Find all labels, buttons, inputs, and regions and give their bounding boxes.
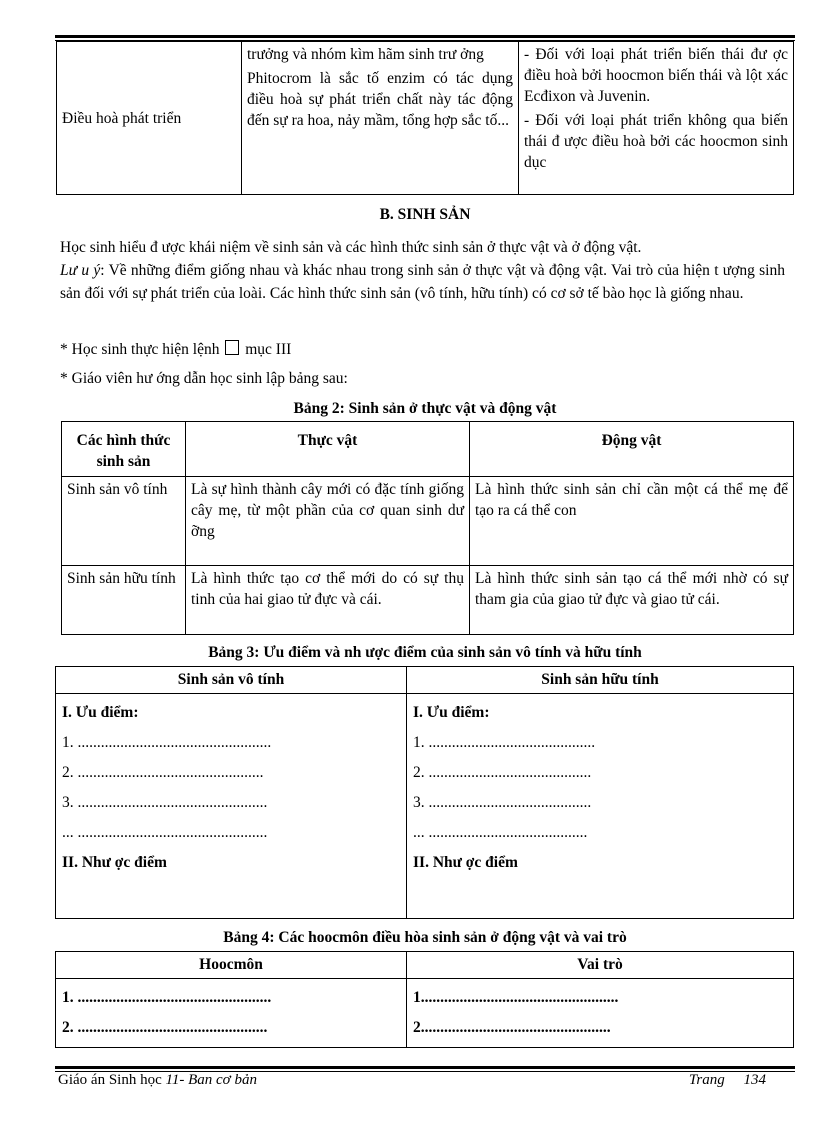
- plant-line: trưởng và nhóm kìm hãm sinh trư ởng: [247, 46, 484, 63]
- role-cell: [407, 979, 794, 1048]
- note-paragraph: [60, 259, 785, 305]
- table2: [61, 421, 794, 635]
- list-item: 3. ..........................................: [413, 794, 592, 811]
- list-item: 3. .................................................: [62, 794, 268, 811]
- table2-header: Động vật: [470, 422, 794, 477]
- table3-header: Sinh sản hữu tính: [407, 667, 794, 694]
- table3-caption: Bảng 3: Ưu điểm và nh ược điểm của sinh sản vô tính và hữu tính: [208, 644, 642, 661]
- list-item: ... .........................................: [413, 824, 588, 841]
- table-cell: Là hình thức sinh sản chỉ cần một cá thể mẹ để tạo ra cá thể con: [470, 477, 794, 566]
- disadvantages-label: II. Như ợc điểm: [62, 854, 167, 871]
- footer-right: Trang 134: [688, 1072, 766, 1088]
- animal-cell: [519, 42, 794, 195]
- list-item: 1...................................................: [413, 989, 619, 1006]
- list-item: 1. ..................................................: [62, 989, 272, 1006]
- development-regulation-table: [56, 41, 794, 195]
- table2-header: Các hình thức sinh sản: [62, 422, 186, 477]
- section-title: B. SINH SẢN: [379, 206, 471, 223]
- note-text: : Về những điểm giống nhau và khác nhau trong sinh sản ở thực vật và động vật. Vai trò của hiện t ượng sinh sản đối với sự phát triển của loài. Các hình thức sinh sản (vô tính, hữu tính) có cơ sở tế bào học là giống nhau.: [60, 262, 785, 302]
- command-box-icon: [225, 340, 239, 355]
- table-cell: Là hình thức sinh sản tạo cá thể mới nhờ có sự tham gia của giao tử đực và giao tử cái.: [470, 566, 794, 635]
- instruction-teacher: * Giáo viên hư ớng dẫn học sinh lập bảng sau:: [60, 370, 348, 387]
- table-cell: Sinh sản vô tính: [62, 477, 186, 566]
- instruction-student: * Học sinh thực hiện lệnh mục III: [60, 341, 292, 358]
- table-cell: Sinh sản hữu tính: [62, 566, 186, 635]
- table4: [55, 951, 794, 1048]
- table-row: [62, 477, 794, 566]
- plant-line: Phitocrom là sắc tố enzim có tác dụng điều hoà sự phát triển chất này tác động đến sự ra hoa, nảy mầm, tổng hợp sắc tố...: [247, 70, 513, 129]
- table4-caption: Bảng 4: Các hoocmôn điều hòa sinh sản ở động vật và vai trò: [223, 929, 627, 946]
- table4-header: Hoocmôn: [56, 952, 407, 979]
- list-item: 2.................................................: [413, 1019, 611, 1036]
- plant-cell: [242, 42, 519, 195]
- table3-header: Sinh sản vô tính: [56, 667, 407, 694]
- page-footer: [58, 1072, 788, 1089]
- list-item: 2. .................................................: [62, 1019, 268, 1036]
- animal-line: - Đối với loại phát triển biến thái đư ợc điều hoà bởi hoocmon biến thái và lột xác Ecđixon và Juvenin.: [524, 46, 788, 105]
- list-item: ... .................................................: [62, 824, 268, 841]
- intro-paragraph: Học sinh hiểu đ ược khái niệm về sinh sản và các hình thức sinh sản ở thực vật và ở động vật.: [60, 239, 642, 256]
- top-rule-thick: [55, 35, 795, 38]
- disadvantages-label: II. Như ợc điểm: [413, 854, 518, 871]
- note-label: Lư u ý: [60, 262, 101, 279]
- sexual-cell: [407, 694, 794, 919]
- row-label: Điều hoà phát triển: [57, 42, 242, 195]
- table2-caption: Bảng 2: Sinh sản ở thực vật và động vật: [293, 400, 557, 417]
- table-row: [62, 566, 794, 635]
- list-item: 1. ...........................................: [413, 734, 596, 751]
- advantages-label: I. Ưu điểm:: [413, 704, 490, 721]
- animal-line: - Đối với loại phát triển không qua biến thái đ ược điều hoà bởi các hoocmon sinh dục: [524, 112, 788, 171]
- table4-header: Vai trò: [407, 952, 794, 979]
- list-item: 1. ..................................................: [62, 734, 272, 751]
- asexual-cell: [56, 694, 407, 919]
- table-cell: Là sự hình thành cây mới có đặc tính giống cây mẹ, từ một phần của cơ quan sinh dư ỡng: [186, 477, 470, 566]
- footer-rule-thick: [55, 1066, 795, 1069]
- page-number: 134: [743, 1072, 766, 1088]
- list-item: 2. ................................................: [62, 764, 264, 781]
- table-cell: Là hình thức tạo cơ thể mới do có sự thụ tinh của hai giao tử đực và cái.: [186, 566, 470, 635]
- table3: [55, 666, 794, 919]
- advantages-label: I. Ưu điểm:: [62, 704, 139, 721]
- list-item: 2. ..........................................: [413, 764, 592, 781]
- table2-header: Thực vật: [186, 422, 470, 477]
- hormone-cell: [56, 979, 407, 1048]
- footer-left: Giáo án Sinh học 11- Ban cơ bản: [58, 1072, 257, 1088]
